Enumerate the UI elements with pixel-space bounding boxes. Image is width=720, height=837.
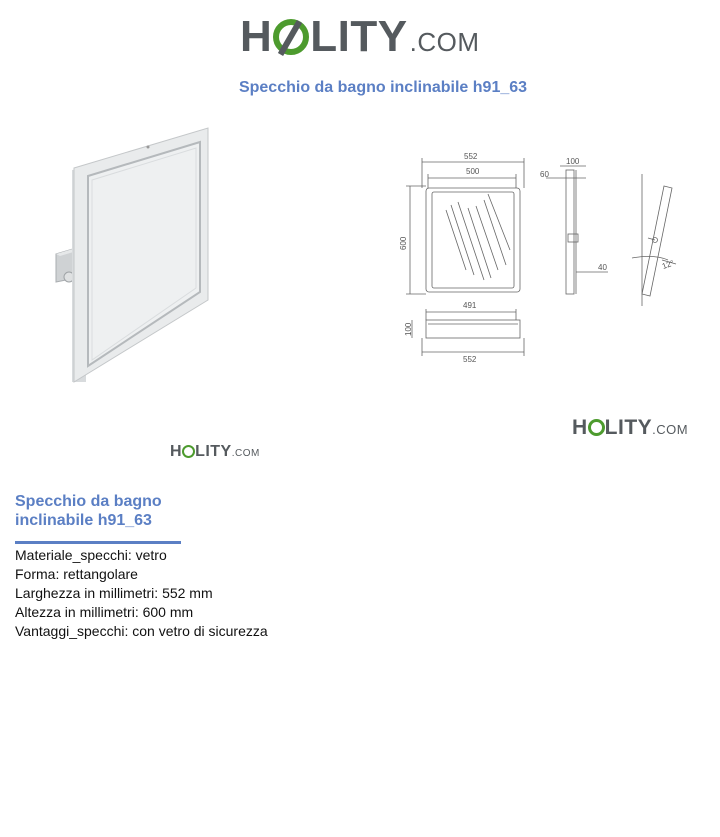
spec-item: Vantaggi_specchi: con vetro di sicurezza bbox=[15, 623, 268, 639]
dim-bottom-outer: 552 bbox=[463, 355, 477, 364]
dim-width-inner: 500 bbox=[466, 167, 480, 176]
product-name: Specchio da bagno inclinabile h91_63 bbox=[15, 493, 162, 529]
dim-side-40: 40 bbox=[598, 263, 607, 272]
spec-list bbox=[15, 546, 268, 641]
dim-bottom-inner: 491 bbox=[463, 301, 477, 310]
spec-item: Forma: rettangolare bbox=[15, 566, 138, 582]
spec-item: Altezza in millimetri: 600 mm bbox=[15, 604, 194, 620]
dim-side-60: 60 bbox=[540, 170, 549, 179]
dim-angle: 12° bbox=[660, 258, 676, 272]
spec-item: Materiale_specchi: vetro bbox=[15, 547, 167, 563]
logo-o-icon bbox=[273, 19, 309, 55]
spec-item: Larghezza in millimetri: 552 mm bbox=[15, 585, 213, 601]
page-title: Specchio da bagno inclinabile h91_63 bbox=[238, 79, 528, 96]
logo-suffix: .COM bbox=[409, 27, 480, 57]
dim-width-outer: 552 bbox=[464, 152, 478, 161]
logo-letters: LITY bbox=[310, 12, 408, 61]
dim-height: 600 bbox=[399, 236, 408, 250]
mirror-product-image bbox=[50, 120, 215, 390]
dim-depth-top: 100 bbox=[566, 157, 580, 166]
logo-o-icon bbox=[182, 445, 195, 458]
brand-logo[interactable] bbox=[240, 12, 480, 62]
logo-letter-h: H bbox=[240, 12, 273, 61]
logo-o-icon bbox=[588, 419, 605, 436]
brand-logo-watermark-right: H LITY .COM bbox=[572, 416, 689, 439]
title-divider bbox=[15, 541, 181, 544]
dim-bottom-height: 100 bbox=[404, 322, 413, 336]
technical-drawing bbox=[396, 150, 686, 365]
brand-logo-watermark-left: H LITY .COM bbox=[170, 443, 260, 460]
